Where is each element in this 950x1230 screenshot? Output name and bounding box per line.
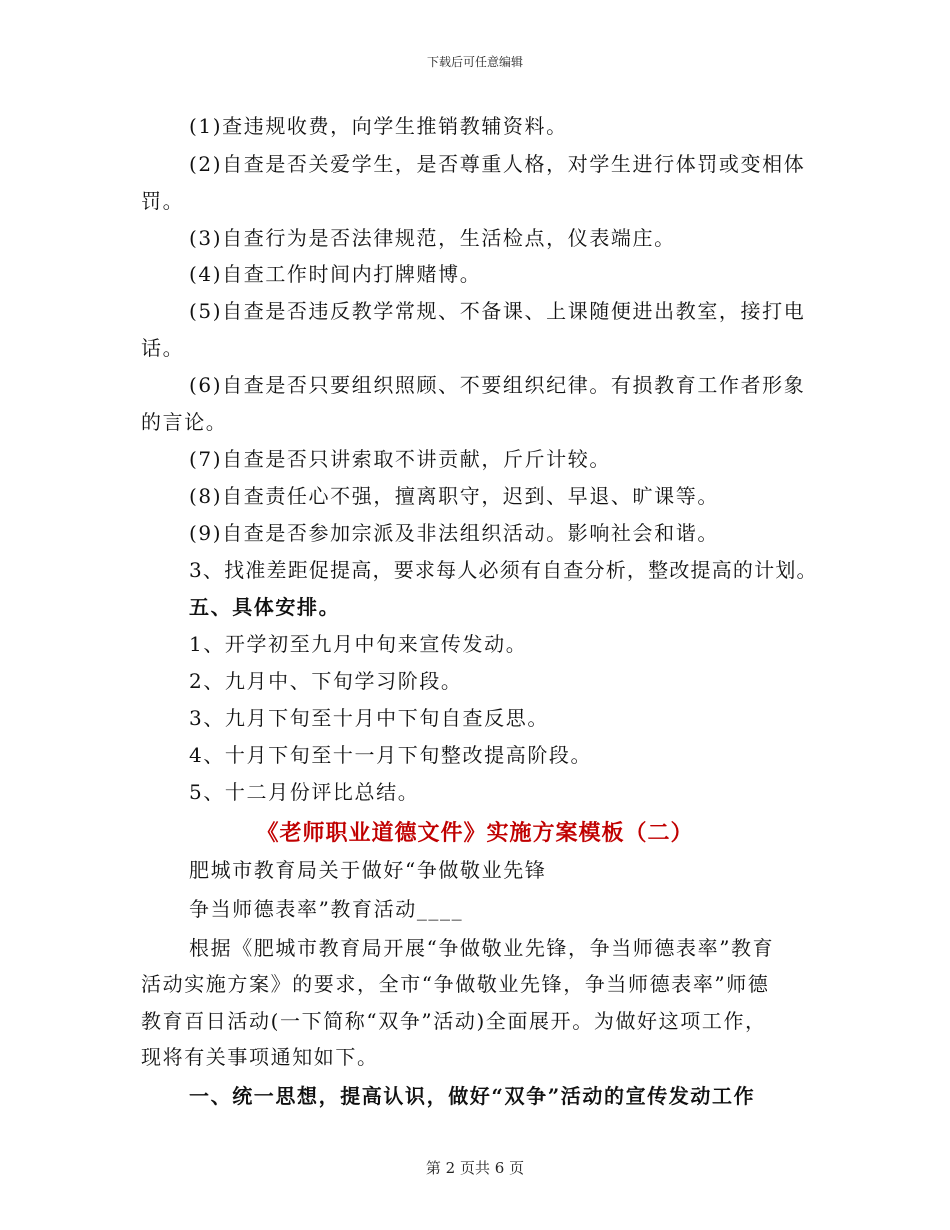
doc-line: 1、开学初至九月中旬来宣传发动。 xyxy=(189,632,528,656)
doc-line: 3、九月下旬至十月中下旬自查反思。 xyxy=(189,706,549,730)
page-header: 下载后可任意编辑 xyxy=(426,55,523,69)
doc-line: (9)自查是否参加宗派及非法组织活动。影响社会和谐。 xyxy=(189,521,719,545)
doc-line: (8)自查责任心不强，擅离职守，迟到、早退、旷课等。 xyxy=(189,484,719,508)
doc-line: 话。 xyxy=(141,336,185,360)
doc-line: (2)自查是否关爱学生，是否尊重人格，对学生进行体罚或变相体 xyxy=(189,152,806,176)
doc-line: 罚。 xyxy=(141,189,185,213)
doc-line: (7)自查是否只讲索取不讲贡献，斤斤计较。 xyxy=(189,447,611,471)
section-heading: 一、统一思想，提高认识，做好“双争”活动的宣传发动工作 xyxy=(189,1084,756,1108)
doc-line: 的言论。 xyxy=(141,410,228,434)
doc-line: (5)自查是否违反教学常规、不备课、上课随便进出教室，接打电 xyxy=(189,299,806,323)
doc-line: 现将有关事项通知如下。 xyxy=(141,1045,379,1069)
doc-line: (1)查违规收费，向学生推销教辅资料。 xyxy=(189,114,568,138)
doc-line: 活动实施方案》的要求，全市“争做敬业先锋，争当师德表率”师德 xyxy=(141,972,770,996)
doc-line: (3)自查行为是否法律规范，生活检点，仪表端庄。 xyxy=(189,226,676,250)
doc-line: 3、找准差距促提高，要求每人必须有自查分析，整改提高的计划。 xyxy=(189,558,818,582)
section-heading: 五、具体安排。 xyxy=(189,595,341,619)
page-footer: 第 2 页共 6 页 xyxy=(425,1159,525,1177)
doc-line: 争当师德表率”教育活动____ xyxy=(189,897,464,921)
doc-line: 肥城市教育局关于做好“争做敬业先锋 xyxy=(189,858,547,882)
doc-line: 根据《肥城市教育局开展“争做敬业先锋，争当师德表率”教育 xyxy=(189,936,775,960)
doc-line: 5、十二月份评比总结。 xyxy=(189,780,420,804)
doc-line: 4、十月下旬至十一月下旬整改提高阶段。 xyxy=(189,743,593,767)
doc-line: 教育百日活动(一下简称“双争”活动)全面展开。为做好这项工作， xyxy=(141,1009,767,1033)
doc-line: (6)自查是否只要组织照顾、不要组织纪律。有损教育工作者形象 xyxy=(189,373,806,397)
doc-line: 2、九月中、下旬学习阶段。 xyxy=(189,669,463,693)
doc-line: (4)自查工作时间内打牌赌博。 xyxy=(189,262,482,286)
document-title: 《老师职业道德文件》实施方案模板（二） xyxy=(256,820,694,846)
